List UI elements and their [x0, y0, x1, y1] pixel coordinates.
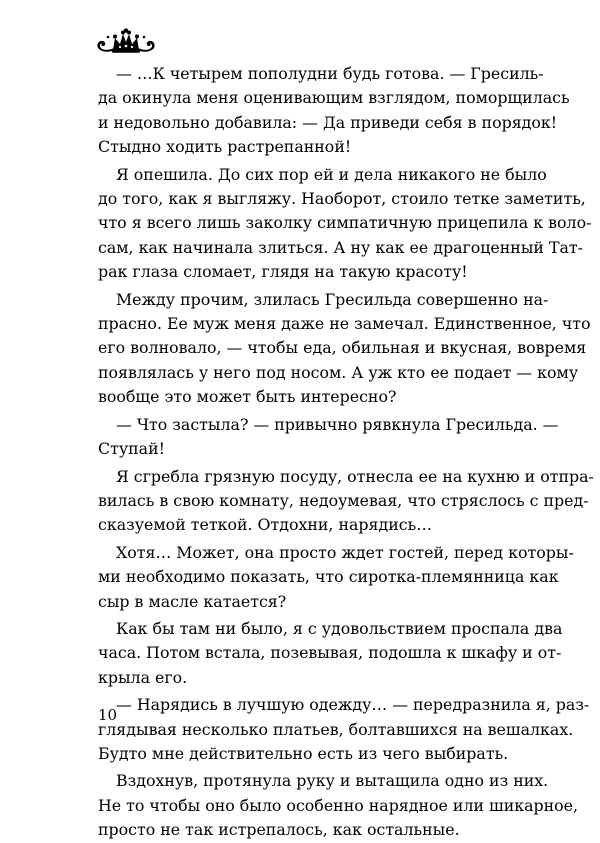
text-line: сам, как начинала злиться. А ну как ее драгоценный Тат-: [98, 237, 583, 257]
text-line: до того, как я выгляжу. Наоборот, стоило тетке заметить,: [98, 189, 586, 209]
text-line: Ступай!: [98, 439, 165, 459]
text-line: просто не так истрепалось, как остальные.: [98, 820, 460, 840]
page-number: 10: [98, 706, 118, 724]
paragraph: [98, 163, 592, 285]
paragraph: [98, 617, 563, 690]
text-line: Я сгребла грязную посуду, отнесла ее на кухню и отпра-: [116, 466, 594, 486]
text-line: рак глаза сломает, глядя на такую красоту!: [98, 262, 468, 282]
text-line: сыр в масле катается?: [98, 591, 287, 611]
text-line: крыла его.: [98, 667, 188, 687]
paragraph: [98, 413, 559, 462]
paragraph: [98, 769, 579, 842]
text-line: — Что застыла? — привычно рявкнула Гресильда. —: [116, 414, 559, 434]
text-line: его волновало, — чтобы еда, обильная и вкусная, вовремя: [98, 338, 587, 358]
text-line: глядывая несколько платьев, болтавшихся на вешалках.: [98, 719, 574, 739]
text-line: вообще это может быть интересно?: [98, 387, 397, 407]
paragraph: [98, 465, 594, 538]
text-line: прасно. Ее муж меня даже не замечал. Единственное, что: [98, 314, 591, 334]
text-line: часа. Потом встала, позевывая, подошла к шкафу и от-: [98, 643, 562, 663]
text-line: Не то чтобы оно было особенно нарядное или шикарное,: [98, 795, 579, 815]
text-line: что я всего лишь заколку симпатичную прицепила к воло-: [98, 213, 592, 233]
text-line: Вздохнув, протянула руку и вытащила одно из них.: [116, 771, 549, 791]
text-line: — Нарядись в лучшую одежду… — передразнила я, раз-: [116, 695, 590, 715]
text-line: Будто мне действительно есть из чего выбирать.: [98, 743, 509, 763]
paragraph: [98, 62, 570, 160]
text-line: Как бы там ни было, я с удовольствием проспала два: [116, 618, 563, 638]
text-line: ми необходимо показать, что сиротка-племянница как: [98, 567, 559, 587]
text-line: Я опешила. До сих пор ей и дела никакого не было: [116, 164, 547, 184]
text-line: вилась в свою комнату, недоумевая, что стряслось с пред-: [98, 490, 589, 510]
text-line: и недовольно добавила: — Да приведи себя в порядок!: [98, 112, 558, 132]
text-line: Хотя… Может, она просто ждет гостей, перед которы-: [116, 542, 574, 562]
text-body: [98, 62, 594, 843]
text-line: Стыдно ходить растрепанной!: [98, 137, 352, 157]
text-line: Между прочим, злилась Гресильда совершенно на-: [116, 289, 549, 309]
paragraph: [98, 693, 590, 766]
text-line: — …К четырем пополудни будь готова. — Гресиль-: [116, 64, 544, 83]
text-line: появлялась у него под носом. А уж кто ее подает — кому: [98, 362, 579, 382]
crown-ornament-icon: [96, 28, 156, 54]
text-line: сказуемой теткой. Отдохни, нарядись…: [98, 515, 432, 535]
text-line: да окинула меня оценивающим взглядом, поморщилась: [98, 88, 570, 108]
paragraph: [98, 541, 574, 614]
paragraph: [98, 288, 591, 410]
